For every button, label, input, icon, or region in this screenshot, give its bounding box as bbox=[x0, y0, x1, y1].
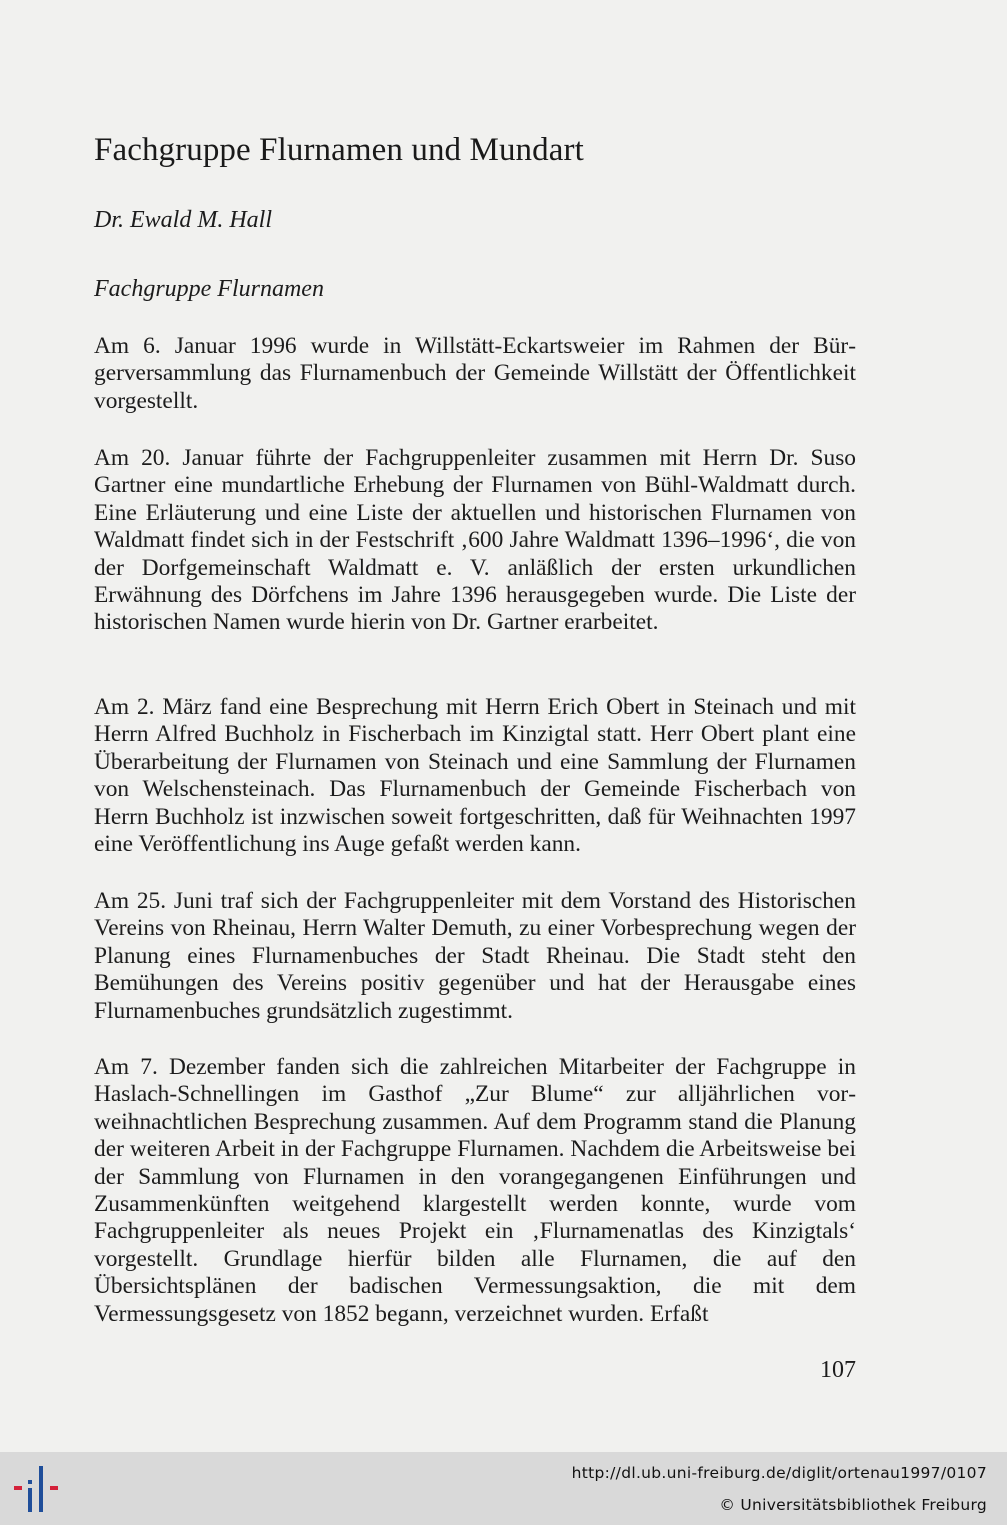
logo-graphic bbox=[12, 1466, 64, 1512]
page-title: Fachgruppe Flurnamen und Mundart bbox=[94, 132, 584, 168]
paragraph-1: Am 6. Januar 1996 wurde in Willstätt-Eckartsweier im Rahmen der Bürgerversammlung das Flurnamenbuch der Gemeinde Willstätt der Öffentlichkeit vorgestellt. bbox=[94, 333, 856, 414]
section-heading: Fachgruppe Flurnamen bbox=[94, 276, 324, 302]
copyright-notice: © Universitätsbibliothek Freiburg bbox=[719, 1496, 987, 1514]
ub-freiburg-logo-icon[interactable] bbox=[12, 1466, 64, 1512]
paragraph-5: Am 7. Dezember fanden sich die zahlreichen Mitarbeiter der Fachgruppe in Haslach-Schnellingen im Gasthof „Zur Blume“ zur alljährlichen vorweihnachtlichen Besprechung zusammen. Auf dem Programm stand die Planung der weiteren Arbeit in der Fachgruppe Flurnamen. Nachdem die Arbeitsweise bei der Sammlung von Flurnamen in den vorangegangenen Einführungen und Zusammenkünften weitgehend klargestellt werden konnte, wurde vom Fachgruppenleiter als neues Projekt ein ‚Flurnamenatlas des Kinzigtals‘ vorgestellt. Grundlage hierfür bilden alle Flurnamen, die auf den Übersichtsplänen der badischen Vermessungsaktion, die mit dem Vermessungsgesetz von 1852 begann, verzeichnet wurden. Erfaßt bbox=[94, 1054, 856, 1327]
paragraph-2: Am 20. Januar führte der Fachgruppenleiter zusammen mit Herrn Dr. Suso Gartner eine mundartliche Erhebung der Flurnamen von Bühl-Waldmatt durch. Eine Erläuterung und eine Liste der aktuellen und historischen Flurnamen von Waldmatt findet sich in der Festschrift ‚600 Jahre Waldmatt 1396–1996‘, die von der Dorfgemeinschaft Waldmatt e. V. anläßlich der ersten urkundlichen Erwähnung des Dörfchens im Jahre 1396 herausgegeben wurde. Die Liste der historischen Namen wurde hierin von Dr. Gartner erarbeitet. bbox=[94, 445, 856, 636]
author-name: Dr. Ewald M. Hall bbox=[94, 207, 273, 233]
viewer-footer-bar bbox=[0, 1452, 1007, 1525]
paragraph-4: Am 25. Juni traf sich der Fachgruppenleiter mit dem Vorstand des Historischen Vereins von Rheinau, Herrn Walter Demuth, zu einer Vorbesprechung wegen der Planung eines Flurnamenbuches der Stadt Rheinau. Die Stadt steht den Bemühungen des Vereins positiv gegenüber und hat der Herausgabe eines Flurnamenbuches grundsätzlich zugestimmt. bbox=[94, 888, 856, 1024]
paragraph-3: Am 2. März fand eine Besprechung mit Herrn Erich Obert in Steinach und mit Herrn Alfred Buchholz in Fischerbach im Kinzigtal statt. Herr Obert plant eine Überarbeitung der Flurnamen von Steinach und eine Sammlung der Flurnamen von Welschensteinach. Das Flurnamenbuch der Gemeinde Fischerbach von Herrn Buchholz ist inzwischen soweit fortgeschritten, daß für Weihnachten 1997 eine Veröffentlichung ins Auge gefaßt werden kann. bbox=[94, 694, 856, 858]
page-number: 107 bbox=[820, 1357, 856, 1383]
permalink-url[interactable]: http://dl.ub.uni-freiburg.de/diglit/ortenau1997/0107 bbox=[571, 1464, 987, 1482]
